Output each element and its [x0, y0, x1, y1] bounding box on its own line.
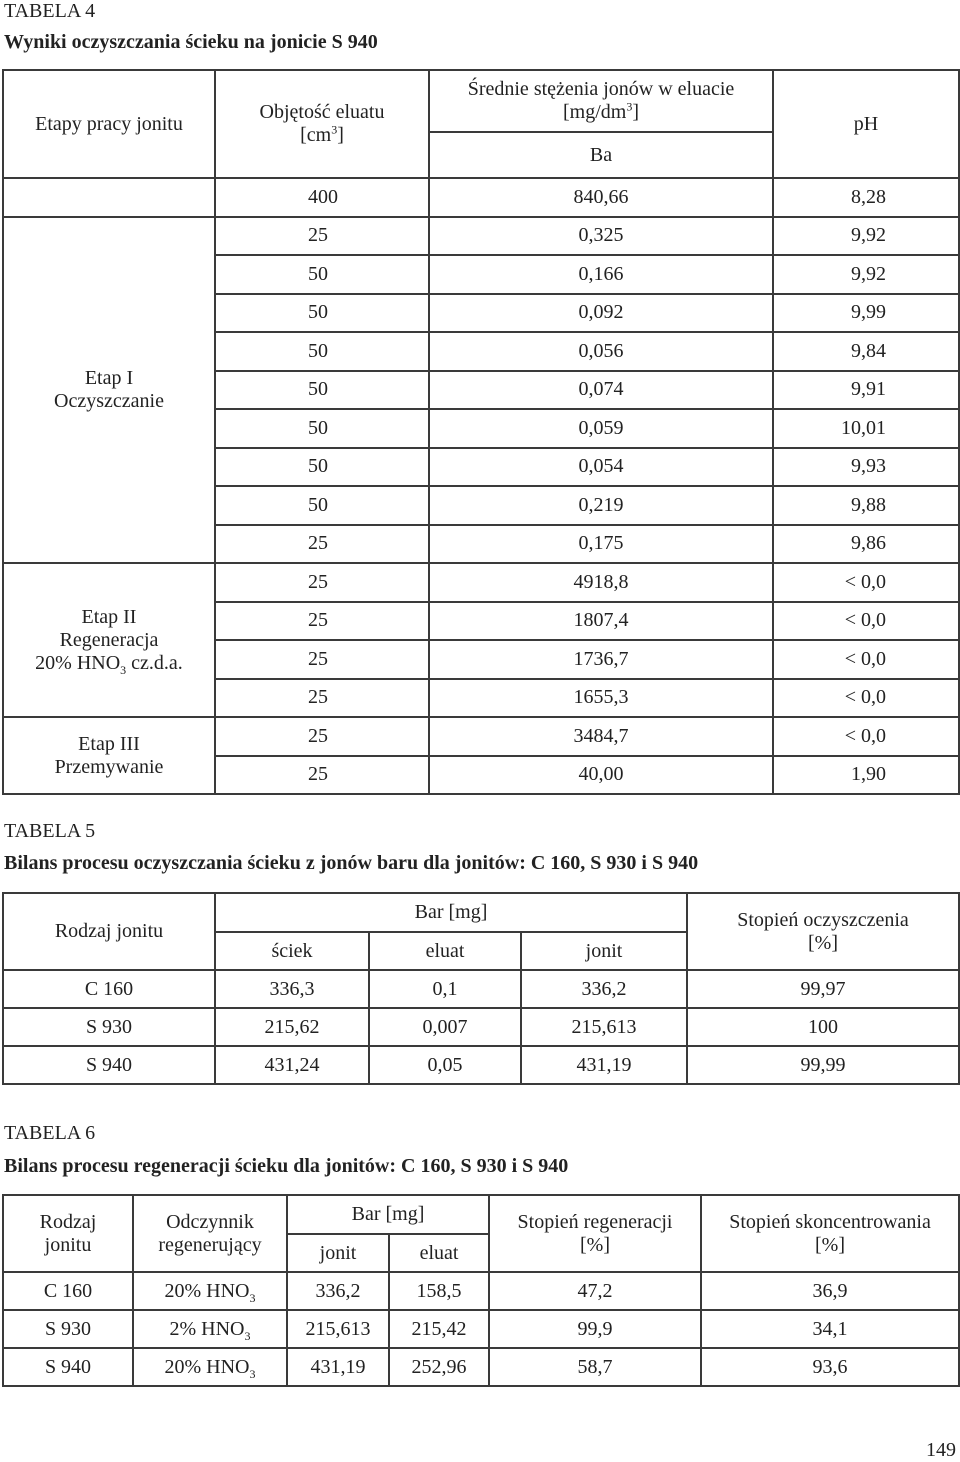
- page-number: 149: [926, 1439, 956, 1461]
- t6-cell-reagent: 20% $HNO_3$: [133, 1348, 287, 1386]
- t4-header-volume: Objętość eluatu $[cm^3]$: [215, 70, 429, 178]
- t5-cell-eluat: 0,05: [369, 1046, 521, 1084]
- table-row: [3, 178, 959, 217]
- t4-cell-volume: 400: [215, 178, 429, 217]
- t6-cell-reagent: 2% $HNO_3$: [133, 1310, 287, 1348]
- table-row: [3, 1310, 959, 1348]
- table-row: [3, 1348, 959, 1386]
- t4-cell-ba: 40,00: [429, 756, 773, 795]
- t4-cell-ph: < 0,0: [773, 563, 959, 602]
- t6-cell-reagent: 20% $HNO_3$: [133, 1272, 287, 1310]
- t4-cell-volume: 50: [215, 332, 429, 371]
- t4-cell-ph: 9,84: [773, 332, 959, 371]
- t4-cell-ph: 9,92: [773, 255, 959, 294]
- t6-header-reagent: Odczynnik regenerujący: [133, 1195, 287, 1272]
- t4-cell-ba: 0,219: [429, 486, 773, 525]
- t4-stage-3: Etap III Przemywanie: [3, 717, 215, 794]
- t4-cell-ba: 0,175: [429, 525, 773, 564]
- t4-cell-ba: 0,059: [429, 409, 773, 448]
- table6-title: Bilans procesu regeneracji ścieku dla jonitów: C 160, S 930 i S 940: [4, 1155, 569, 1177]
- table5-title: Bilans procesu oczyszczania ścieku z jonów baru dla jonitów: C 160, S 930 i S 940: [4, 852, 699, 874]
- table-row: [3, 970, 959, 1008]
- t4-header-stage: Etapy pracy jonitu: [3, 70, 215, 178]
- t5-cell-jonit: 215,613: [521, 1008, 687, 1046]
- t4-cell-ba: 0,092: [429, 294, 773, 333]
- table6-label: TABELA 6: [4, 1122, 96, 1144]
- t6-cell-conc: 93,6: [701, 1348, 959, 1386]
- t4-cell-ph: 9,92: [773, 217, 959, 256]
- t5-header-jonit: jonit: [521, 932, 687, 970]
- table6: [2, 1194, 960, 1387]
- t4-stage-0: [3, 178, 215, 217]
- t6-cell-regen: 99,9: [489, 1310, 701, 1348]
- t4-cell-ph: < 0,0: [773, 717, 959, 756]
- t5-cell-sciek: 336,3: [215, 970, 369, 1008]
- t5-cell-jonit: 336,2: [521, 970, 687, 1008]
- t4-cell-ph: 9,99: [773, 294, 959, 333]
- t4-cell-volume: 50: [215, 294, 429, 333]
- t6-header-eluat: eluat: [389, 1234, 489, 1272]
- t4-cell-volume: 50: [215, 409, 429, 448]
- t6-header-regen: Stopień regeneracji [%]: [489, 1195, 701, 1272]
- t6-cell-regen: 58,7: [489, 1348, 701, 1386]
- table-row: [3, 563, 959, 602]
- t5-cell-type: S 930: [3, 1008, 215, 1046]
- t6-cell-type: S 940: [3, 1348, 133, 1386]
- t4-cell-ph: 9,93: [773, 448, 959, 487]
- t6-cell-type: S 930: [3, 1310, 133, 1348]
- t6-cell-eluat: 215,42: [389, 1310, 489, 1348]
- table5-label: TABELA 5: [4, 820, 96, 842]
- t4-cell-ph: 10,01: [773, 409, 959, 448]
- t5-header-sciek: ściek: [215, 932, 369, 970]
- t5-cell-degree: 100: [687, 1008, 959, 1046]
- t4-cell-ba: 840,66: [429, 178, 773, 217]
- table-row: [3, 1272, 959, 1310]
- t6-body: [3, 1272, 959, 1386]
- t5-cell-eluat: 0,007: [369, 1008, 521, 1046]
- t4-cell-volume: 50: [215, 448, 429, 487]
- t4-stage-2: Etap II Regeneracja 20% $HNO_3$ cz.d.a.: [3, 563, 215, 717]
- t4-cell-ba: 3484,7: [429, 717, 773, 756]
- t4-cell-ba: 1736,7: [429, 640, 773, 679]
- t6-header-jonit: jonit: [287, 1234, 389, 1272]
- t5-cell-sciek: 431,24: [215, 1046, 369, 1084]
- table4-label: TABELA 4: [4, 0, 96, 22]
- t4-body: [3, 178, 959, 794]
- t4-cell-ph: < 0,0: [773, 602, 959, 641]
- t4-header-ph: pH: [773, 70, 959, 178]
- t4-cell-ba: 1807,4: [429, 602, 773, 641]
- table-row: [3, 217, 959, 256]
- t4-cell-ph: < 0,0: [773, 679, 959, 718]
- table4-title: Wyniki oczyszczania ścieku na jonicie S 940: [4, 31, 378, 53]
- t4-cell-ph: 1,90: [773, 756, 959, 795]
- t6-cell-conc: 36,9: [701, 1272, 959, 1310]
- t6-cell-regen: 47,2: [489, 1272, 701, 1310]
- t6-cell-eluat: 252,96: [389, 1348, 489, 1386]
- t5-body: [3, 970, 959, 1084]
- t5-cell-eluat: 0,1: [369, 970, 521, 1008]
- t5-cell-sciek: 215,62: [215, 1008, 369, 1046]
- t5-cell-degree: 99,99: [687, 1046, 959, 1084]
- t6-header-conc: Stopień skoncentrowania [%]: [701, 1195, 959, 1272]
- t6-cell-conc: 34,1: [701, 1310, 959, 1348]
- t6-cell-eluat: 158,5: [389, 1272, 489, 1310]
- t6-header-bar: Bar [mg]: [287, 1195, 489, 1234]
- t5-header-type: Rodzaj jonitu: [3, 893, 215, 970]
- t4-cell-volume: 25: [215, 679, 429, 718]
- t4-cell-ba: 0,054: [429, 448, 773, 487]
- t6-cell-jonit: 431,19: [287, 1348, 389, 1386]
- t6-cell-type: C 160: [3, 1272, 133, 1310]
- t4-cell-ph: 9,91: [773, 371, 959, 410]
- t4-cell-ba: 0,325: [429, 217, 773, 256]
- t4-cell-ph: 8,28: [773, 178, 959, 217]
- table4: [2, 69, 960, 795]
- t4-cell-ph: 9,88: [773, 486, 959, 525]
- t4-stage-1: Etap I Oczyszczanie: [3, 217, 215, 564]
- t4-cell-ba: 0,166: [429, 255, 773, 294]
- t4-cell-ph: < 0,0: [773, 640, 959, 679]
- t5-cell-jonit: 431,19: [521, 1046, 687, 1084]
- t4-cell-ph: 9,86: [773, 525, 959, 564]
- table-row: [3, 1008, 959, 1046]
- t4-cell-ba: 4918,8: [429, 563, 773, 602]
- t6-cell-jonit: 215,613: [287, 1310, 389, 1348]
- t5-header-degree: Stopień oczyszczenia [%]: [687, 893, 959, 970]
- t4-cell-volume: 25: [215, 217, 429, 256]
- t4-cell-ba: 0,056: [429, 332, 773, 371]
- t5-cell-degree: 99,97: [687, 970, 959, 1008]
- t4-cell-volume: 50: [215, 486, 429, 525]
- table-row: [3, 1046, 959, 1084]
- t4-header-concentration: Średnie stężenia jonów w eluacie $[mg/dm^3]$: [429, 70, 773, 132]
- t4-cell-volume: 50: [215, 371, 429, 410]
- t4-cell-volume: 25: [215, 717, 429, 756]
- t4-cell-ba: 1655,3: [429, 679, 773, 718]
- table5: [2, 892, 960, 1085]
- table-row: [3, 717, 959, 756]
- t4-cell-volume: 50: [215, 255, 429, 294]
- t4-cell-volume: 25: [215, 756, 429, 795]
- t4-cell-volume: 25: [215, 563, 429, 602]
- t5-cell-type: S 940: [3, 1046, 215, 1084]
- t5-header-eluat: eluat: [369, 932, 521, 970]
- t6-cell-jonit: 336,2: [287, 1272, 389, 1310]
- t4-cell-volume: 25: [215, 525, 429, 564]
- t5-cell-type: C 160: [3, 970, 215, 1008]
- t4-cell-ba: 0,074: [429, 371, 773, 410]
- t4-header-ba: Ba: [429, 132, 773, 178]
- t4-cell-volume: 25: [215, 602, 429, 641]
- t5-header-bar: Bar [mg]: [215, 893, 687, 932]
- t6-header-type: Rodzaj jonitu: [3, 1195, 133, 1272]
- t4-cell-volume: 25: [215, 640, 429, 679]
